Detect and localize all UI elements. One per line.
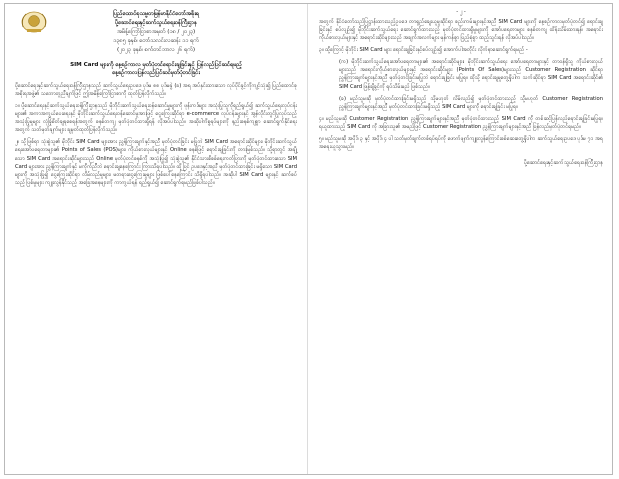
document-page-2: [309, 4, 613, 474]
paragraph-5: ၅။ မည်သူမဆို အပိုဒ် ၃ နှင့် အပိုဒ် ၄ ပါ သတ်မှတ်ချက်တစ်ရပ်ရပ်ကို ဖောက်ဖျက်ကျူးလွန်ကြောင်းစစ်ဆေးတွေ့ရှိပါက ဆက်သွယ်ရေးဥပဒေ ပုဒ်မ ၇၁ အရ အရေးယူသွားမည်။: [319, 135, 603, 150]
signature-block: ပို့ဆောင်ရေးနှင့်ဆက်သွယ်ရေးဝန်ကြီးဌာန: [523, 159, 603, 166]
paragraph-2-continued: အတွက် နိုင်ငံတော်သည်ပြဋ္ဌာန်းထားသည့်ဥပဒေ တာရှည်ချေးယူမှုဆိုင်ရာ စည်းကမ်းများနှင့်အညီ SIM Card များကို နေ့စဉ်ကာလမှတ်ပုံတင်၍ ရောင်းချခြင်းနှင့် စပ်လျဉ်း၍ မိုဘိုင်းဆက်သွယ်ရေး ဆောင်ရွက်ထားသည့် မှတ်ပုံတင်ထားရှိမှုများကို အော်ပရေတာများ စနစ်တကျ ထိန်းသိမ်းထားရန်၊ အရောင်းကိုယ်စားလှယ်များနှင့် အရောင်းဆိုင်များသည် အချက်အလက်များ မှန်ကန်စွာ ပြည့်စုံစွာ ထည့်သွင်းရန် လိုအပ်ပါသည်။: [319, 19, 603, 42]
notification-number: အမိန့်ကြော်ငြာစာအမှတ် (၁၈ / ၂၀၂၃): [116, 28, 196, 35]
paragraph-3-a: (က) မိုဘိုင်းဆက်သွယ်ရေးအော်ပရေတာများ၏ အရောင်းဆိုင်များ၊ မိုဘိုင်းဆက်သွယ်ရေး အော်ပရေတာများနှင့် တာဝန်ရှိသူ ကိုယ်စားလှယ်များသည် အရောင်းကိုယ်စားလှယ်များနှင့် အရောင်းဆိုင်များ (Points Of Sales)များသည် Customer Registration ဆိုင်ရာ ညွှန်ကြားချက်များနှင့်အညီ မှတ်ပုံတင်ခြင်းမပြုဘဲ ရောင်းချခြင်း မပြုရ။ ထိုသို့ ရောင်းချမှုတွေ့ရှိပါက သက်ဆိုင်ရာ SIM Card အရောင်းဆိုင်၏ SIM Card ဖြန့်ချိခွင့်ကို ရုပ်သိမ်းမည် ဖြစ်သည်။: [339, 59, 603, 90]
subject-line-2: နေ့စဉ်ကာလပြန်လည်ပြင်ဆင်မှတ်ပုံတင်ခြင်း: [112, 70, 200, 77]
state-seal-icon: [19, 9, 49, 35]
document-frame: [4, 3, 613, 475]
myanmar-date: ၁၃၈၅ ခုနှစ်၊ တော်သလင်းလဆန်း ၁၁ ရက်: [113, 37, 199, 44]
paragraph-4: ၄။ မည်သူမဆို Customer Registration ညွှန်ကြားချက်များနှင့်အညီ မှတ်ပုံတင်ထားသည့် SIM Card ကို တစ်ဆင့်ပြန်လည်ရောင်းချခြင်းမပြုရ။ ရယူထားသည့် SIM Card ကို အခြားသူ၏ အမည်ဖြင့် Customer Registration ညွှန်ကြားချက်များနှင့်အညီ ပြန်လည်မှတ်ပုံတင်ရမည်။: [319, 115, 603, 130]
paragraph-2: ၂။ သို့ဖြစ်ရာ သုံးစွဲသူ၏ မိုဘိုင်း SIM Card များအား ညွှန်ကြားချက်နှင့်အညီ မှတ်ပုံတင်ခြင်း မပြုဘဲ SIM Card အရောင်းဆိုင်များ၊ မိုဘိုင်းဆက်သွယ်ရေးအော်ပရေတာများ၏ Points of Sales (POS)များ၊ ကိုယ်စားလှယ်များနှင့် Online စနစ်ဖြင့် ရောင်းချခြင်းကို တားမြစ်သည်။ သို့ရာတွင် အချို့သော SIM Card အရောင်းဆိုင်များသည် Online မှတ်ပုံတင်စနစ်ကို အသုံးပြု၍ သုံးစွဲသူ၏ နိုင်ငံသားစိစစ်ရေးကတ်ပြားကို မှတ်ပုံတင်ထားသော SIM Card များအား ညွှန်ကြားချက်နှင့် မကိုက်ညီဘဲ ရောင်းချနေကြောင်း ကြားသိရပါသည်။ ထို့ပြင် ဥပဒေနှင့်အညီ မှတ်ပုံတင်ထားခြင်း မရှိသော SIM Card များကို အသုံးပြု၍ ငွေကြေးဆိုင်ရာ လိမ်လည်မှုများ၊ မတရားငွေကြေးမှုများ ဖြစ်ပေါ်နေကြောင်း သိရှိရပါသည်။ အဆိုပါ SIM Card များနှင့် ဆက်စပ်သည့် ပြစ်မှုများ ကျူးလွန်နိုင်သည့် အခြေအနေများကို ကာကွယ်ရန် ရည်ရွယ်၍ ဆောင်ရွက်ရမည်ဖြစ်ပါသည်။: [15, 139, 297, 186]
page-number: - ၂ -: [456, 9, 466, 15]
document-subject: [15, 61, 297, 78]
gregorian-date: (၂၀၂၃ ခုနှစ်၊ စက်တင်ဘာလ ၂၆ ရက်): [116, 46, 195, 53]
document-header: [15, 10, 297, 55]
document-page-1: [5, 4, 308, 474]
paragraph-3-intro: ၃။ ထို့ကြောင့် မိုဘိုင်း SIM Card များ ရောင်းချခြင်းနှင့်စပ်လျဉ်း၍ အောက်ပါအတိုင်း လိုက်နာဆောင်ရွက်ရမည် -: [319, 47, 528, 54]
government-name: ပြည်ထောင်စုသမ္မတမြန်မာနိုင်ငံတော်အစိုးရ: [113, 11, 199, 17]
paragraph-3-b: (ခ) မည်သူမဆို မှတ်ပုံတင်ထားခြင်းမရှိသည့် သို့မဟုတ် လိမ်လည်၍ မှတ်ပုံတင်ထားသည့် သို့မဟုတ် Customer Registration ညွှန်ကြားချက်များနှင့်အညီ မှတ်ပုံတင်ထားခြင်းမရှိသည့် SIM Card များကို ရောင်းချခြင်း မပြုရ။: [339, 95, 603, 110]
ministry-name: ပို့ဆောင်ရေးနှင့်ဆက်သွယ်ရေးဝန်ကြီးဌာန: [114, 19, 198, 26]
paragraph-1: ၁။ ပို့ဆောင်ရေးနှင့်ဆက်သွယ်ရေးဝန်ကြီးဌာနသည် မိုဘိုင်းဆက်သွယ်ရေးဝန်ဆောင်မှုများကို ဖုန်းကဒ်များ အသုံးပြုသူကိုရည်ရွယ်၍ ဆက်သွယ်ရေးလုပ်ငန်းများ၏ အကာအကွယ်ပေးရေးနှင့် မိုဘိုင်းဆက်သွယ်ရေးဝန်ဆောင်မှုအားဖြင့် ငွေကြေးဆိုင်ရာ e-commerce လုပ်ငန်းများနှင့် အွန်လိုင်းတွင်ပြုလုပ်သည့် အသုံးပြုမှုများ လုံခြုံစိတ်ချရစေရန်အတွက် စနစ်တကျ မှတ်ပုံတင်ထားရှိရန် လိုအပ်ပါသည်။ အဆိုပါကိစ္စရပ်များကို နည်းစနစ်ကျစွာ ဆောင်ရွက်နိုင်ရေးအတွက် သတ်မှတ်ချက်များ ချမှတ်ထုတ်ပြန်လိုက်သည်။: [15, 103, 297, 134]
preamble-paragraph: ပို့ဆောင်ရေးနှင့်ဆက်သွယ်ရေးဝန်ကြီးဌာနသည် ဆက်သွယ်ရေးဥပဒေ ပုဒ်မ ၈၈ ပုဒ်မခွဲ (ခ) အရ အပ်နှင်းထားသော လုပ်ပိုင်ခွင့်ကိုကျင့်သုံး၍ ပြည်ထောင်စုအစိုးရအဖွဲ့၏ သဘောတူညီချက်ဖြင့် ဤအမိန့်ကြော်ငြာစာကို ထုတ်ပြန်လိုက်သည်။: [15, 83, 297, 98]
subject-line-1: SIM Card များကို နေ့စဉ်ကာလ မှတ်ပုံတင်ရောင်းချခြင်းနှင့် ပြန်လည်ပြင်ဆင်ရမည့်: [70, 61, 242, 68]
